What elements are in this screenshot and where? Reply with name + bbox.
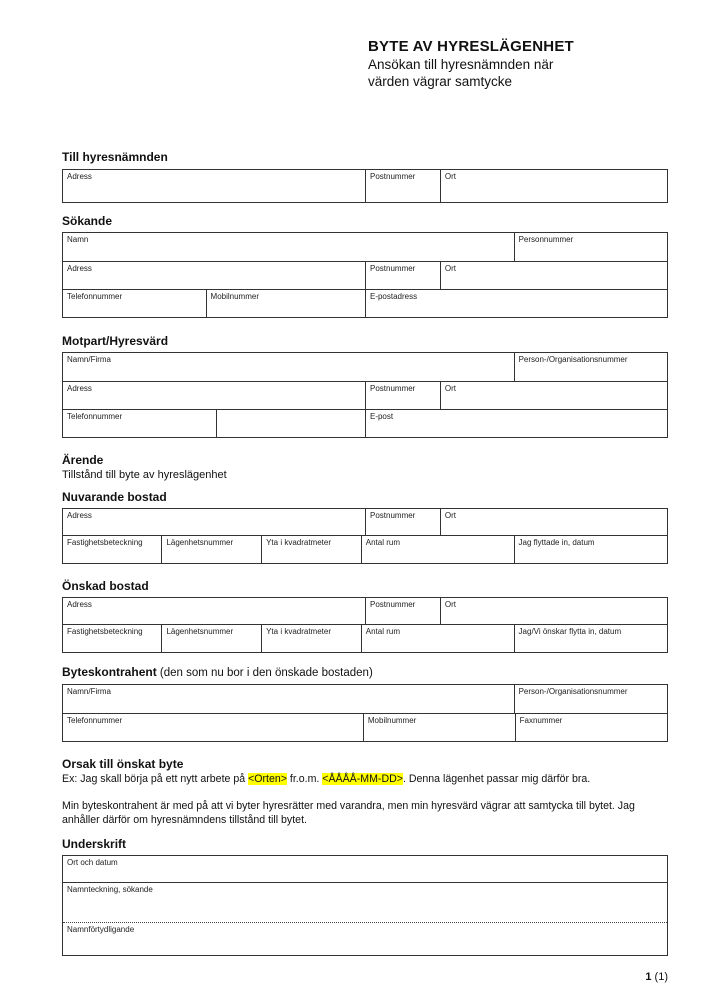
table-row (63, 289, 667, 317)
nuvarande-field-fastighetsbeteckning[interactable] (63, 536, 161, 563)
onskad-field-ort[interactable] (440, 598, 667, 624)
byteskontrahent-field-namn-firma[interactable] (63, 685, 514, 713)
sokande-field-namn[interactable] (63, 233, 514, 261)
example-mid: fr.o.m. (286, 773, 323, 785)
onskad-field-adress[interactable] (63, 598, 365, 624)
orsak-paragraph-line2: anhåller därför om hyresnämndens tillstånd till bytet. (62, 814, 307, 826)
sokande-field-ort[interactable] (440, 262, 667, 289)
field-label: Adress (67, 172, 92, 181)
field-label: Adress (67, 600, 92, 609)
byteskontrahent-field-faxnummer[interactable] (515, 714, 667, 741)
document-title: BYTE AV HYRESLÄGENHET (368, 38, 574, 55)
motpart-field-postnummer[interactable] (365, 382, 440, 409)
field-label: Adress (67, 384, 92, 393)
motpart-field-telefonnummer[interactable] (63, 410, 216, 437)
table-row (63, 261, 667, 289)
field-label: Jag/Vi önskar flytta in, datum (518, 627, 622, 636)
sokande-field-epostadress[interactable] (365, 290, 667, 317)
field-label: Ort (444, 511, 456, 520)
field-label: Fastighetsbeteckning (67, 627, 143, 636)
hyresnamnd-field-postnummer[interactable] (365, 170, 440, 202)
table-row (63, 409, 667, 437)
field-label: E-post (369, 412, 394, 421)
page-total: (1) (654, 971, 668, 983)
till-hyresnamnden-table (62, 169, 668, 203)
table-row (63, 624, 667, 652)
field-label: Ort (444, 172, 456, 181)
field-label: Person-/Organisationsnummer (518, 355, 628, 364)
motpart-field-epost[interactable] (365, 410, 667, 437)
table-row (63, 381, 667, 409)
table-row (63, 353, 667, 381)
hyresnamnd-field-adress[interactable] (63, 170, 365, 202)
nuvarande-field-adress[interactable] (63, 509, 365, 535)
field-label: Mobilnummer (210, 292, 259, 301)
heading-underskrift: Underskrift (62, 837, 127, 851)
field-label: Jag flyttade in, datum (518, 538, 595, 547)
field-label: Adress (67, 511, 92, 520)
field-label: Namn (67, 235, 89, 244)
byteskontrahent-field-mobilnummer[interactable] (363, 714, 515, 741)
field-label: Namn/Firma (67, 355, 112, 364)
field-label: Adress (67, 264, 92, 273)
byteskontrahent-field-person-orgnummer[interactable] (514, 685, 667, 713)
field-label: Ort (444, 264, 456, 273)
underskrift-table (62, 855, 668, 956)
field-label: Antal rum (365, 627, 400, 636)
field-label: Namnförtydligande (67, 925, 135, 934)
byteskontrahent-field-telefonnummer[interactable] (63, 714, 363, 741)
field-label: Namnteckning, sökande (67, 885, 153, 894)
motpart-field-adress[interactable] (63, 382, 365, 409)
field-label: Telefonnummer (67, 412, 123, 421)
field-label: Telefonnummer (67, 716, 123, 725)
field-label: Ort (444, 384, 456, 393)
heading-byteskontrahent-suffix: (den som nu bor i den önskade bostaden) (156, 667, 373, 679)
field-label: Person-/Organisationsnummer (518, 687, 628, 696)
field-label: Postnummer (370, 172, 416, 181)
document-subtitle-line2: värden vägrar samtycke (368, 74, 513, 89)
byteskontrahent-table (62, 684, 668, 742)
title-block (368, 38, 668, 90)
nuvarande-field-ort[interactable] (440, 509, 667, 535)
nuvarande-field-lagenhetsnummer[interactable] (161, 536, 261, 563)
nuvarande-field-antal-rum[interactable] (361, 536, 514, 563)
heading-byteskontrahent (62, 665, 668, 681)
table-row (63, 170, 667, 202)
table-row (63, 233, 667, 261)
table-row (63, 856, 667, 882)
table-row (63, 535, 667, 563)
field-label: E-postadress (369, 292, 418, 301)
field-label: Postnummer (370, 600, 416, 609)
sokande-table (62, 232, 668, 318)
example-suffix: . Denna lägenhet passar mig därför bra. (402, 773, 591, 785)
heading-motpart: Motpart/Hyresvärd (62, 334, 169, 348)
field-label: Ort (444, 600, 456, 609)
table-row (63, 882, 667, 922)
table-row (63, 713, 667, 741)
example-prefix: Ex: Jag skall börja på ett nytt arbete på (62, 773, 249, 785)
heading-nuvarande-bostad: Nuvarande bostad (62, 490, 167, 504)
field-label: Postnummer (370, 384, 416, 393)
field-label: Lägenhetsnummer (166, 538, 234, 547)
sokande-field-telefonnummer[interactable] (63, 290, 206, 317)
page-footer (62, 971, 668, 983)
field-label: Fastighetsbeteckning (67, 538, 143, 547)
document-subtitle-line1: Ansökan till hyresnämnden när (368, 57, 554, 72)
field-label: Postnummer (370, 264, 416, 273)
onskad-field-postnummer[interactable] (365, 598, 440, 624)
field-label: Antal rum (365, 538, 400, 547)
field-label: Telefonnummer (67, 292, 123, 301)
heading-onskad-bostad: Önskad bostad (62, 579, 149, 593)
placeholder-orten: <Orten> (248, 773, 287, 785)
table-row (63, 922, 667, 955)
orsak-paragraph-line1: Min byteskontrahent är med på att vi byter hyresrätter med varandra, men min hyresvärd vägrar att samtycka till bytet. Jag (62, 800, 635, 812)
onskad-bostad-table (62, 597, 668, 653)
table-row (63, 598, 667, 624)
sokande-field-adress[interactable] (63, 262, 365, 289)
field-label: Postnummer (370, 511, 416, 520)
arende-text: Tillstånd till byte av hyreslägenhet (62, 469, 227, 481)
heading-orsak: Orsak till önskat byte (62, 757, 184, 771)
nuvarande-field-yta[interactable] (261, 536, 361, 563)
sokande-field-personnummer[interactable] (514, 233, 667, 261)
heading-sokande: Sökande (62, 214, 113, 228)
field-label: Namn/Firma (67, 687, 112, 696)
motpart-field-namn-firma[interactable] (63, 353, 514, 381)
hyresnamnd-field-ort[interactable] (440, 170, 667, 202)
placeholder-datum: <ÅÅÅÅ-MM-DD> (322, 773, 403, 785)
table-row (63, 509, 667, 535)
nuvarande-bostad-table (62, 508, 668, 564)
onskad-field-onskat-inflyttningsdatum[interactable] (514, 625, 667, 652)
underskrift-field-ort-och-datum[interactable] (63, 856, 667, 882)
heading-byteskontrahent-bold: Byteskontrahent (62, 665, 157, 679)
underskrift-field-namnteckning[interactable] (63, 883, 667, 922)
field-label: Mobilnummer (367, 716, 417, 725)
nuvarande-field-postnummer[interactable] (365, 509, 440, 535)
page-number: 1 (645, 971, 652, 983)
motpart-table (62, 352, 668, 438)
field-label: Personnummer (518, 235, 574, 244)
underskrift-field-namnfortydligande[interactable] (63, 923, 667, 955)
motpart-field-ort[interactable] (440, 382, 667, 409)
nuvarande-field-inflyttningsdatum[interactable] (514, 536, 667, 563)
sokande-field-mobilnummer[interactable] (206, 290, 365, 317)
onskad-field-antal-rum[interactable] (361, 625, 514, 652)
field-label: Yta i kvadratmeter (266, 627, 332, 636)
onskad-field-yta[interactable] (261, 625, 361, 652)
field-label: Yta i kvadratmeter (266, 538, 332, 547)
motpart-field-blank[interactable] (216, 410, 365, 437)
heading-arende: Ärende (62, 453, 104, 467)
sokande-field-postnummer[interactable] (365, 262, 440, 289)
field-label: Ort och datum (67, 858, 118, 867)
field-label: Faxnummer (519, 716, 563, 725)
motpart-field-person-orgnummer[interactable] (514, 353, 667, 381)
field-label: Lägenhetsnummer (166, 627, 234, 636)
orsak-example-line (62, 772, 668, 786)
onskad-field-lagenhetsnummer[interactable] (161, 625, 261, 652)
table-row (63, 685, 667, 713)
onskad-field-fastighetsbeteckning[interactable] (63, 625, 161, 652)
heading-till-hyresnamnden: Till hyresnämnden (62, 150, 168, 164)
